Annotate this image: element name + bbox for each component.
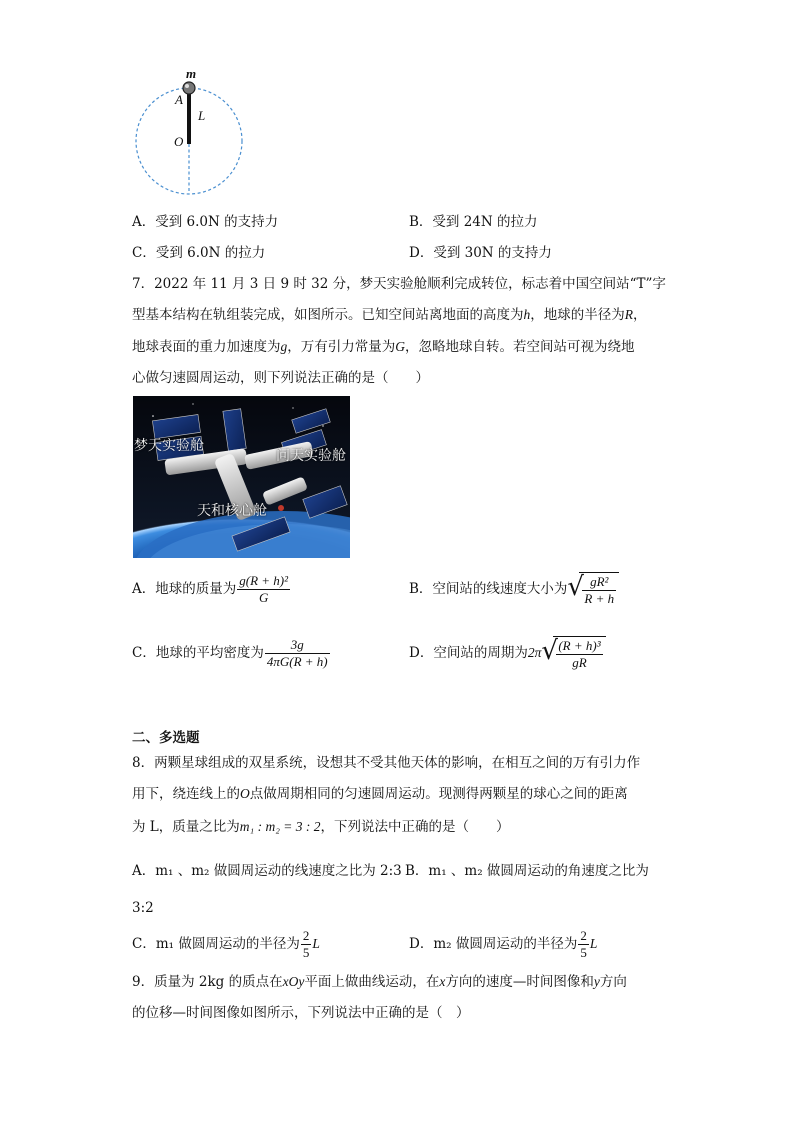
circle-rod-figure bbox=[134, 66, 246, 198]
q7-line-3: 地球表面的重力加速度为g，万有引力常量为G，忽略地球自转。若空间站可视为绕地 bbox=[132, 339, 635, 355]
q6-option-d: D．受到 30N 的支持力 bbox=[409, 245, 552, 261]
q7-option-a: A．地球的质量为 $\frac{\text{g(R + h)²}}{G}$ bbox=[132, 573, 289, 605]
q8-option-b: B．m₁ 、m₂ 做圆周运动的角速度之比为 bbox=[405, 863, 649, 879]
space-station-photo bbox=[133, 396, 350, 558]
section-title-multiple-choice: 二、多选题 bbox=[132, 730, 200, 746]
q7-option-b: B．空间站的线速度大小为 √ $\frac{\text{gR²}}{R + h}$ bbox=[409, 572, 619, 607]
q6-option-a: A．受到 6.0N 的支持力 bbox=[132, 214, 279, 230]
label-m: m bbox=[186, 66, 197, 81]
q7-option-c: C．地球的平均密度为 $\frac{3g}{4\pi G(R + h)}$ bbox=[132, 637, 328, 669]
label-wentian-module: 问天实验舱 bbox=[276, 448, 346, 464]
q7-line-4: 心做匀速圆周运动，则下列说法正确的是（ ） bbox=[132, 370, 429, 386]
space-station-illustration bbox=[133, 396, 350, 558]
sqrt-expression: √ $\frac{\text{gR²}}{R + h}$ bbox=[567, 572, 619, 607]
q8-option-b-continued: 3:2 bbox=[132, 900, 154, 916]
q8-line-3: 为 L，质量之比为m₁ : m₂ = 3 : 2，下列说法中正确的是（ ） bbox=[132, 819, 510, 835]
q7-option-d: D．空间站的周期为2π √ $\frac{\text{(R + h)³}}{gR}$ bbox=[409, 636, 606, 671]
q8-option-c: C．m₁ 做圆周运动的半径为 $\frac{2}{5}$ L bbox=[132, 928, 320, 960]
label-L: L bbox=[198, 108, 206, 123]
q7-line-2: 型基本结构在轨组装完成，如图所示。已知空间站离地面的高度为h，地球的半径为R， bbox=[132, 307, 647, 323]
q6-option-b: B．受到 24N 的拉力 bbox=[409, 214, 538, 230]
ball bbox=[183, 82, 195, 94]
label-tianhe-module: 天和核心舱 bbox=[197, 503, 267, 519]
sqrt-expression: √ $\frac{\text{(R + h)³}}{gR}$ bbox=[541, 636, 605, 671]
ball-highlight bbox=[185, 84, 189, 88]
label-O: O bbox=[174, 134, 184, 149]
label-A: A bbox=[175, 92, 183, 107]
sqrt-icon: √ bbox=[567, 572, 584, 602]
sqrt-icon: √ bbox=[541, 636, 558, 666]
q8-line-1: 8．两颗星球组成的双星系统，设想其不受其他天体的影响，在相互之间的万有引力作 bbox=[132, 755, 641, 771]
q9-line-1: 9．质量为 2kg 的质点在xOy平面上做曲线运动，在x方向的速度—时间图像和y方向 bbox=[132, 974, 627, 990]
q6-option-c: C．受到 6.0N 的拉力 bbox=[132, 245, 266, 261]
q8-option-d: D．m₂ 做圆周运动的半径为 $\frac{2}{5}$ L bbox=[409, 928, 598, 960]
q8-line-2: 用下，绕连线上的O点做周期相同的匀速圆周运动。现测得两颗星的球心之间的距离 bbox=[132, 786, 628, 802]
q8-option-a: A．m₁ 、m₂ 做圆周运动的线速度之比为 2:3 bbox=[132, 863, 402, 879]
q7-line-1: 7．2022 年 11 月 3 日 9 时 32 分，梦天实验舱顺利完成转位，标志着中国空间站“T”字 bbox=[132, 276, 666, 292]
label-mengtian-module: 梦天实验舱 bbox=[134, 438, 204, 454]
q9-line-2: 的位移—时间图像如图所示，下列说法中正确的是（ ） bbox=[132, 1005, 470, 1021]
